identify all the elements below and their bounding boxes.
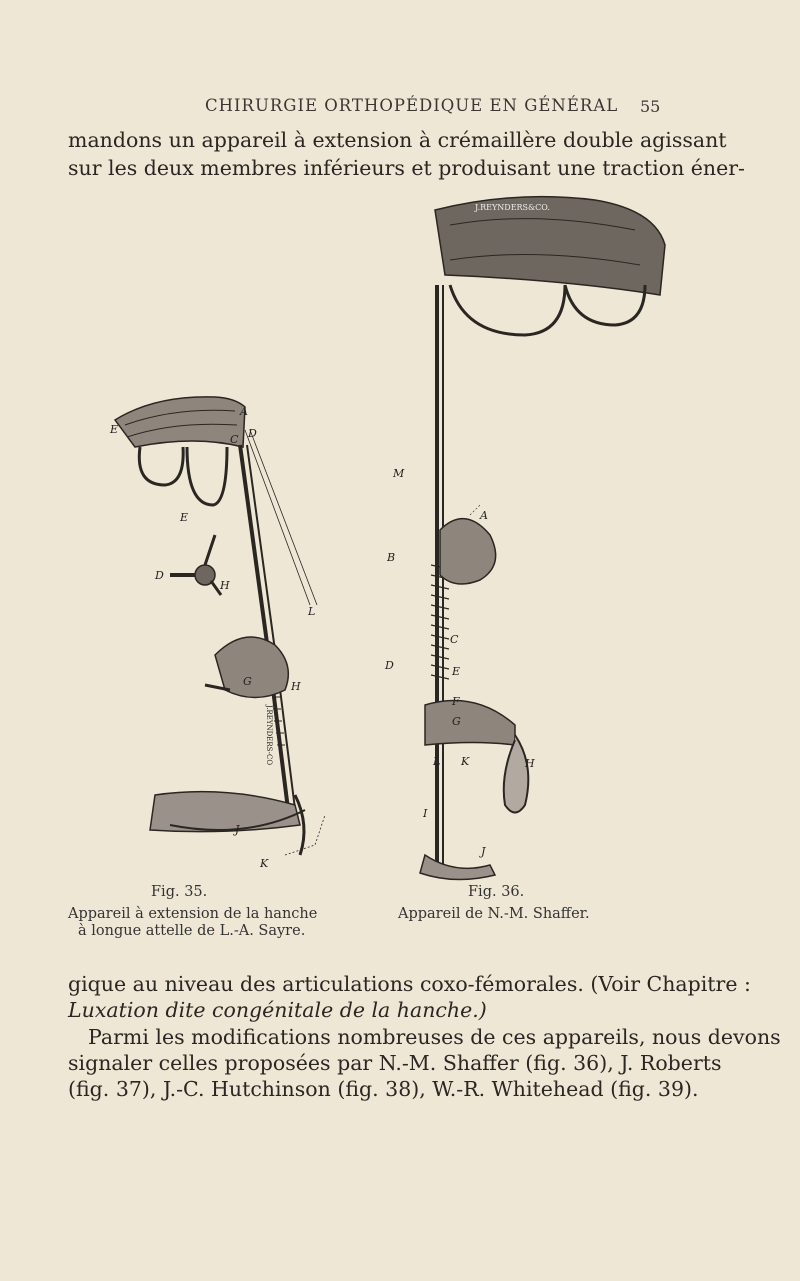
engraving-svg [95, 185, 675, 885]
body-line-5: (fig. 37), J.-C. Hutchinson (fig. 38), W.-R. Whitehead (fig. 39). [68, 1077, 699, 1101]
svg-text:G: G [452, 715, 461, 728]
svg-text:I: I [423, 807, 428, 820]
fig-35-engraver-mark: J.REYNDERS-CO [265, 705, 273, 766]
fig-35-label: Fig. 35. [151, 884, 208, 900]
svg-text:K: K [461, 755, 470, 768]
svg-text:G: G [243, 675, 252, 688]
fig-35-engraving [115, 397, 325, 855]
fig-36-caption-line-1: Appareil de N.-M. Shaffer. [398, 906, 590, 922]
svg-text:D: D [248, 427, 257, 440]
svg-text:J: J [481, 845, 486, 858]
fig-36-label: Fig. 36. [468, 884, 525, 900]
fig-35-caption-line-2: à longue attelle de L.-A. Sayre. [78, 923, 306, 939]
svg-text:D: D [155, 569, 164, 582]
body-line-1: gique au niveau des articulations coxo-fémorales. (Voir Chapitre : [68, 972, 751, 996]
svg-text:D: D [385, 659, 394, 672]
svg-text:H: H [525, 757, 535, 770]
svg-text:H: H [291, 680, 301, 693]
svg-text:K: K [260, 857, 269, 870]
svg-text:H: H [220, 579, 230, 592]
figures-illustration [95, 185, 675, 885]
svg-text:E: E [452, 665, 461, 678]
svg-text:E: E [110, 423, 119, 436]
page-header [0, 96, 800, 118]
svg-text:L: L [433, 755, 441, 768]
svg-text:F: F [452, 695, 460, 708]
body-line-2: Luxation dite congénitale de la hanche.) [68, 998, 487, 1022]
body-line-3: Parmi les modifications nombreuses de ces appareils, nous devons [88, 1025, 781, 1049]
svg-text:A: A [240, 405, 248, 418]
svg-text:M: M [393, 467, 405, 480]
svg-text:C: C [450, 633, 459, 646]
intro-line-2: sur les deux membres inférieurs et produisant une traction éner- [68, 156, 745, 180]
running-title: CHIRURGIE ORTHOPÉDIQUE EN GÉNÉRAL [205, 96, 619, 115]
fig-36-engraver-mark: J.REYNDERS&CO. [475, 203, 550, 212]
fig-35-caption-line-1: Appareil à extension de la hanche [68, 906, 318, 922]
svg-text:B: B [387, 551, 396, 564]
svg-text:E: E [180, 511, 189, 524]
fig-36-engraving [420, 197, 665, 880]
svg-text:C: C [230, 433, 239, 446]
intro-line-1: mandons un appareil à extension à crémaillère double agissant [68, 128, 727, 152]
svg-text:L: L [308, 605, 316, 618]
fig-36-caption [398, 906, 590, 923]
svg-text:A: A [480, 509, 488, 522]
fig-35-caption [68, 906, 317, 940]
svg-text:J: J [235, 823, 240, 836]
body-line-4: signaler celles proposées par N.-M. Shaffer (fig. 36), J. Roberts [68, 1051, 722, 1075]
page-number: 55 [640, 97, 661, 116]
